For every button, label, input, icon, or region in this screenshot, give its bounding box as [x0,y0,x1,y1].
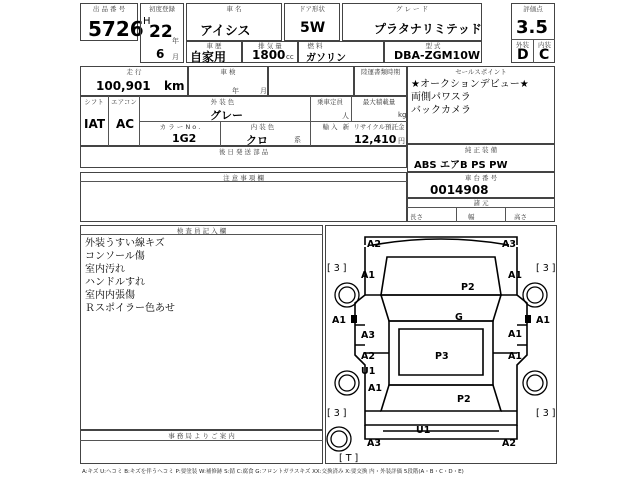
odometer: 0014908 [430,183,489,197]
score-label: 評価点 [523,5,543,13]
recycle: 12,410 [354,133,397,146]
mark-a3-front-right: A3 [502,239,516,250]
inspector-note-6: Ｒスポイラー色あせ [85,303,175,314]
equipment: ABS エアB PS PW [414,160,508,171]
selling-point-3: バックカメラ [411,105,471,116]
mark-a3-mid-left: A3 [361,330,375,341]
inspector-note-2: コンソール傷 [85,251,145,262]
mark-p2-hood: P2 [461,282,475,293]
mark-bracket-3-rear-right: [ 3 ] [536,408,556,419]
int-label: 内装 [538,41,551,49]
mark-u1-rear-left: U1 [361,366,376,377]
inspector-label: 検 査 員 記 入 欄 [176,227,227,235]
selling-points-label: セールスポイント [455,68,507,76]
capacity-label: 乗車定員 [317,98,343,106]
mark-g-glass: G [455,312,463,323]
inspector-note-4: ハンドルすれ [85,277,145,288]
mark-t: [ T ] [339,453,359,464]
color-no: 1G2 [172,132,197,145]
shaken-month: 月 [260,87,267,95]
color: グレー [210,109,243,122]
score: 3.5 [516,17,548,38]
recycle-label: リサイクル預託金 [353,123,405,131]
inspector-note-5: 室内内張傷 [85,290,135,301]
dims-height: 高さ [514,213,527,221]
legend: A:キズ U:ヘコミ B:キズを伴うヘコミ P:要塗装 W:補修跡 S:錆 C:腐食 G:フロントガラスキズ XX:交換済み X:要交換 内・外装評価 5段階(A・B・C・D・E) [82,469,464,475]
rear-bumper-outline [365,425,517,439]
cc-unit: cc [286,53,294,61]
selling-point-2: 両側パワスラ [411,92,471,103]
dims-width: 幅 [468,213,475,221]
new-label: 新 [342,123,350,131]
dims-label: 諸 元 [473,199,489,207]
mirror-left [351,315,357,323]
mark-a1-fender-right: A1 [508,270,522,281]
model: DBA-ZGM10W [394,49,480,62]
shaken-year: 年 [232,87,239,95]
mark-a1-rear-left-door: A1 [368,383,382,394]
selling-point-1: ★オークションデビュー★ [411,79,529,90]
int-score: C [539,47,550,63]
mark-a3-bumper-left: A3 [367,438,381,449]
lot-number: 5726 [88,17,144,41]
mark-bracket-3-front-left: [ 3 ] [327,263,347,274]
doors-label: ドア形状 [299,5,325,13]
load-label: 最大積載量 [362,98,396,106]
color-no-label: カ ラ ー N o . [159,123,201,131]
grade-label: グ レ ー ド [395,5,429,13]
cc: 1800 [252,48,286,62]
int-color: クロ [246,134,268,147]
model-label: 型 式 [425,42,441,50]
recall-label: 陸運書類時期 [361,68,400,76]
odometer-label: 車 台 番 号 [464,174,498,182]
car-name: アイシス [200,24,251,39]
office-label: 事 務 局 よ り ご 案 内 [168,432,235,440]
era: H [143,16,151,27]
import-label: 輸 入 [322,123,338,131]
inspector-note-1: 外装うすい線キズ [85,238,165,249]
fuel-label: 燃 料 [307,42,323,50]
first-reg-label: 初度登録 [149,5,175,13]
shift: IAT [84,117,106,131]
mark-a1-mid-right: A1 [508,329,522,340]
mark-a2-bumper-right: A2 [502,438,516,449]
mark-a2-rear-left: A2 [361,351,375,362]
year-unit: 年 [172,37,179,45]
year: 22 [149,22,173,42]
inspector-note-3: 室内汚れ [85,264,125,275]
load-unit: kg [398,111,407,119]
shift-label: シフト [84,98,104,106]
color-label: 外 装 色 [210,98,235,106]
mark-a2-front-left: A2 [367,239,381,250]
equipment-label: 純 正 装 備 [464,146,498,154]
ext-label: 外装 [516,41,529,49]
mark-a1-right: A1 [536,315,550,326]
int-color-label: 内 装 色 [250,123,275,131]
name-label: 車 名 [226,5,242,13]
recycle-unit: 円 [398,137,405,145]
mileage: 100,901 [96,79,151,93]
mileage-label: 走 行 [126,68,142,76]
month-unit: 月 [172,53,179,61]
fuel: ガソリン [306,53,346,64]
usage: 自家用 [190,50,227,64]
ac: AC [116,117,135,131]
shaken-label: 車 検 [220,68,236,76]
dims-length: 長さ [410,213,423,221]
capacity-unit: 人 [342,112,349,120]
aftermarket-label: 後 日 発 送 部 品 [218,148,269,156]
body-outline [355,247,527,425]
car-damage-diagram [325,225,557,464]
mark-a1-left: A1 [332,315,346,326]
mark-bracket-3-rear-left: [ 3 ] [327,408,347,419]
notes-label: 注 意 事 項 欄 [223,174,264,182]
mark-a1-rear-right: A1 [508,351,522,362]
mileage-unit: km [164,79,185,93]
mark-u1-bumper: U1 [416,425,431,436]
grade: プラタナリミテッド [374,22,482,36]
ext-score: D [517,47,529,63]
blank-box [268,66,354,96]
mark-a1-front-left-door: A1 [361,270,375,281]
usage-label: 車 歴 [206,42,222,50]
mark-p2-rear: P2 [457,394,471,405]
lot-label: 出 品 番 号 [92,5,126,13]
int-color-unit: 系 [294,136,301,144]
doors: 5W [300,20,326,36]
mirror-right [525,315,531,323]
month: 6 [156,47,165,61]
cc-label: 排 気 量 [258,42,282,50]
mark-bracket-3-front-right: [ 3 ] [536,263,556,274]
ac-label: エアコン [111,98,137,106]
mark-p3-roof: P3 [435,351,449,362]
